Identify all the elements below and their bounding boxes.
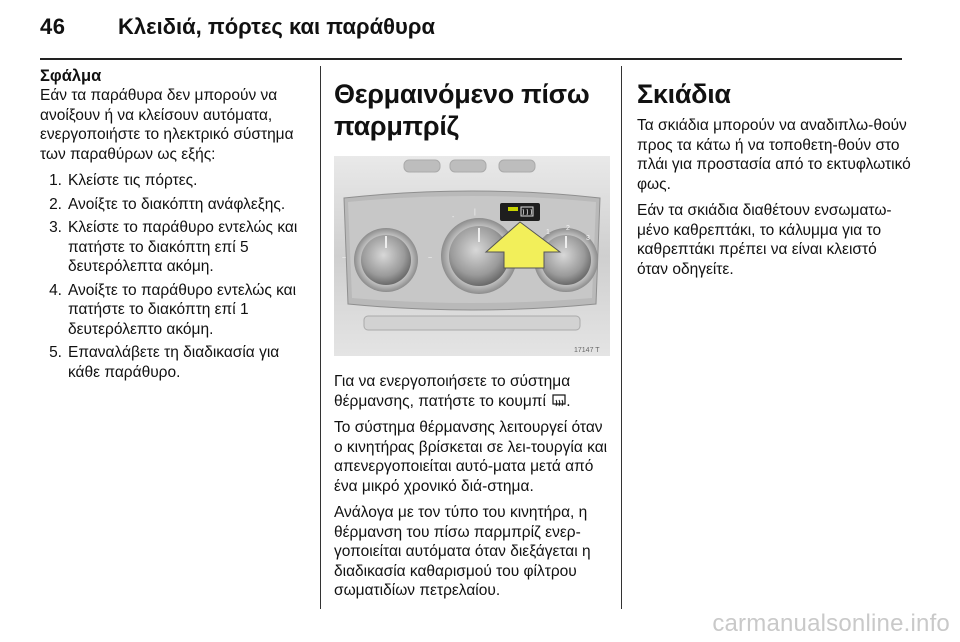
sun-visors-text-2: Εάν τα σκιάδια διαθέτουν ενσωματω-μένο καθρεπτάκι, το κάλυμμα για το καθρεπτάκι πρέπει να είναι κλειστό όταν οδηγείτε.	[637, 202, 892, 278]
figure-code: 17147 T	[574, 347, 600, 354]
page-number: 46	[40, 14, 66, 39]
section-heading-sun-visors: Σκιάδια	[637, 79, 731, 109]
list-item: 4. Ανοίξτε το παράθυρο εντελώς και πατήστε το διακόπτη επί 1 δευτερόλεπτο ακόμη.	[49, 281, 297, 338]
list-item: 2. Ανοίξτε το διακόπτη ανάφλεξης.	[49, 195, 286, 213]
dial-label-1: 1	[546, 229, 550, 236]
fan-dial	[354, 228, 418, 292]
watermark: carmanualsonline.info	[712, 610, 950, 637]
heater-filter-text: Ανάλογα με τον τύπο του κινητήρα, η θέρμανση του πίσω παρμπρίζ ενερ-γοποιείται αυτόματα όταν διεξάγεται η διαδικασία καθαρισμού του φίλτρου σωματιδίων πετρελαίου.	[334, 504, 591, 599]
header-rule	[40, 58, 902, 60]
climate-control-photo	[334, 156, 610, 356]
heater-operation-text: Το σύστημα θέρμανσης λειτουργεί όταν ο κινητήρας βρίσκεται σε λει-τουργία και απενεργοποιείται αυτό-ματα μετά από ένα μικρό χρονικό διά-στημα.	[334, 419, 608, 495]
svg-text:-: -	[452, 214, 455, 221]
svg-text:~: ~	[428, 255, 433, 262]
heater-instruction: Για να ενεργοποιήσετε το σύστημα θέρμανσης, πατήστε το κουμπί .	[334, 373, 571, 410]
list-item: 1. Κλείστε τις πόρτες.	[49, 172, 198, 189]
column-divider-1	[320, 66, 321, 609]
svg-text:~: ~	[342, 255, 347, 262]
list-item: 3. Κλείστε το παράθυρο εντελώς και πατήστε το διακόπτη επί 5 δευτερόλεπτα ακόμη.	[49, 219, 298, 275]
column-fault	[40, 66, 305, 386]
dial-label-2: 2	[566, 225, 570, 232]
fault-intro: Εάν τα παράθυρα δεν μπορούν να ανοίξουν ή να κλείσουν αυτόματα, ενεργοποιήστε το ηλεκτρικό σύστημα των παραθύρων ως εξής:	[40, 87, 294, 163]
rear-window-heater-icon	[552, 394, 566, 408]
column-sun-visors	[637, 66, 912, 286]
column-divider-2	[621, 66, 622, 609]
fault-steps-list	[40, 171, 305, 382]
column-heated-rear-window	[334, 66, 609, 608]
svg-text:|: |	[474, 209, 476, 216]
list-item: 5. Επαναλάβετε τη διαδικασία για κάθε παράθυρο.	[49, 344, 280, 381]
page-title: Κλειδιά, πόρτες και παράθυρα	[118, 14, 435, 39]
rear-window-heater-button	[500, 203, 540, 221]
sun-visors-text-1: Τα σκιάδια μπορούν να αναδιπλω-θούν προς τα κάτω ή να τοποθετη-θούν στο πλάι για προστασία από το εκτυφλωτικό φως.	[637, 117, 911, 193]
dial-label-3: 3	[586, 235, 590, 242]
section-heading-fault: Σφάλμα	[40, 67, 102, 85]
section-heading-heated-rear-window: Θερμαινόμενο πίσω παρμπρίζ	[334, 79, 590, 141]
